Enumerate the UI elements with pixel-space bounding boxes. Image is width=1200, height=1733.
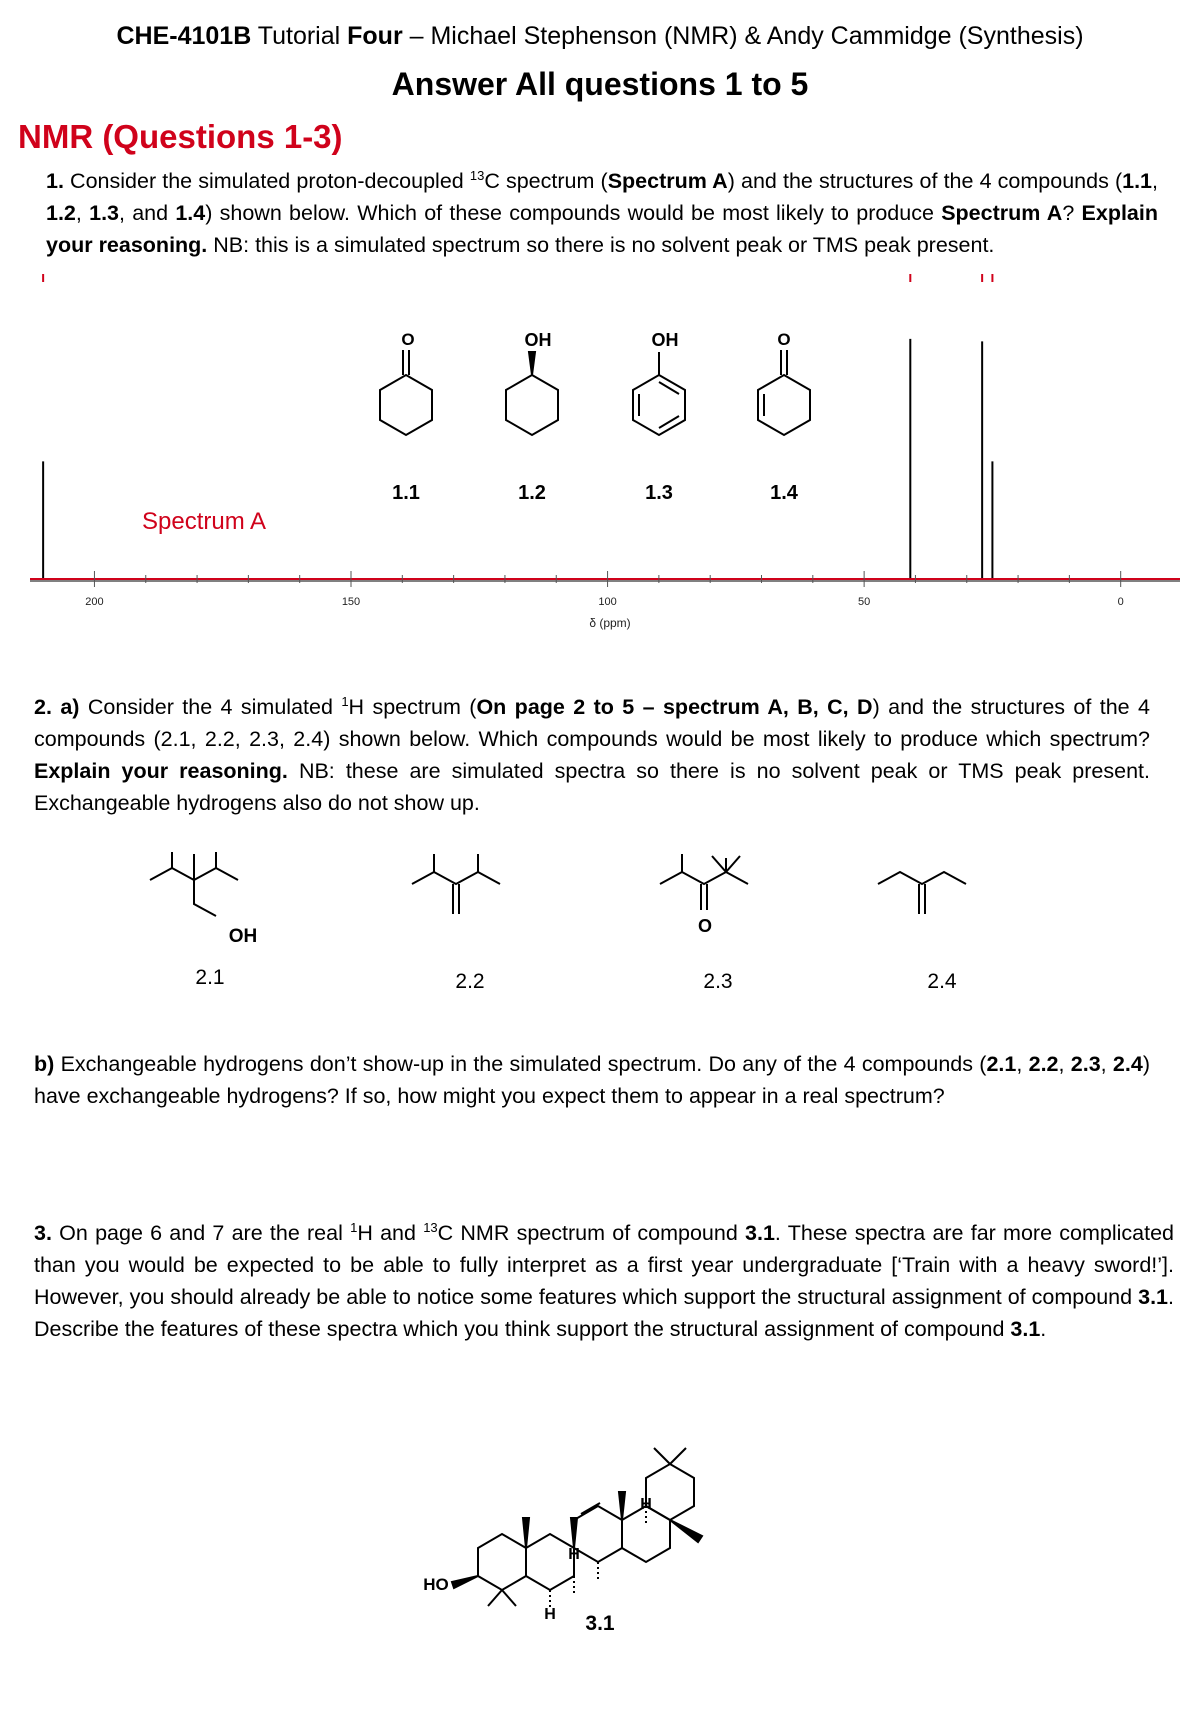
section-title: NMR (Questions 1-3) bbox=[18, 118, 343, 155]
compounds-q2 bbox=[0, 840, 1200, 960]
compound-label-3-1: 3.1 bbox=[585, 1612, 615, 1635]
x-tick-label: 150 bbox=[341, 596, 361, 608]
tutorial-word: Tutorial bbox=[257, 22, 341, 50]
compound-1-4-structure bbox=[758, 350, 810, 435]
q2b-text: ) have exchangeable hydrogens? If so, how might you expect them to appear in a real spectrum? bbox=[34, 1052, 1150, 1108]
compound-2-3-structure bbox=[660, 854, 748, 910]
q2-superscript: 1 bbox=[341, 694, 349, 709]
q1-text: , bbox=[75, 201, 90, 226]
question-2b bbox=[34, 1048, 1150, 1112]
x-tick-label: 50 bbox=[858, 596, 871, 608]
spectrum-label: Spectrum A bbox=[142, 508, 267, 535]
q1-o-label: O bbox=[401, 330, 415, 349]
compound-label-1-1: 1.1 bbox=[392, 482, 420, 504]
x-tick-label: 100 bbox=[598, 596, 617, 608]
compound-1-3-structure bbox=[633, 352, 685, 435]
q2b-bold: 2.2 bbox=[1028, 1052, 1059, 1076]
q1-oh-label: OH bbox=[651, 330, 679, 350]
q2-o-label: O bbox=[697, 916, 712, 936]
q2-text: ) and the structures of the 4 compounds (2.1, 2.2, 2.3, 2.4) shown below. Which compounds would be most likely to produce which spectrum? bbox=[34, 695, 1150, 752]
compound-label-2-4: 2.4 bbox=[927, 970, 957, 993]
q1-text: ) shown below. Which of these compounds would be most likely to produce bbox=[205, 201, 942, 226]
q2-part-a: a) bbox=[51, 695, 80, 720]
question-3 bbox=[34, 1212, 1174, 1345]
q2b-text: , bbox=[1100, 1052, 1113, 1076]
q1-o-label: O bbox=[777, 330, 791, 349]
q2b-bold: 2.3 bbox=[1070, 1052, 1101, 1076]
compound-2-4-structure bbox=[878, 872, 966, 914]
q3-text: . Describe the features of these spectra which you think support the structural assignment of compound bbox=[34, 1285, 1174, 1342]
q1-bold: 1.1 bbox=[1122, 169, 1153, 194]
compound-2-1-structure bbox=[150, 852, 238, 916]
q2b-text: , bbox=[1058, 1052, 1071, 1076]
q2-text: H spectrum ( bbox=[348, 695, 477, 720]
q3-bold: 3.1 bbox=[1138, 1285, 1169, 1310]
compound-label-1-2: 1.2 bbox=[518, 482, 546, 504]
compound-1-2-structure bbox=[506, 352, 558, 435]
q3-text: . bbox=[1040, 1317, 1047, 1342]
q2b-text: Exchangeable hydrogens don’t show-up in the simulated spectrum. Do any of the 4 compounds ( bbox=[54, 1052, 987, 1076]
q3-bold: 3.1 bbox=[745, 1221, 775, 1246]
q3-text: H and bbox=[357, 1221, 424, 1246]
q1-text: , and bbox=[119, 201, 176, 226]
q1-text: ) and the structures of the 4 compounds ( bbox=[727, 169, 1123, 194]
question-2a bbox=[34, 686, 1150, 819]
compound-3-1-structure bbox=[440, 1390, 760, 1630]
q2-oh-label: OH bbox=[228, 926, 258, 947]
tutorial-number: Four bbox=[347, 22, 403, 50]
q2b-bold: 2.4 bbox=[1112, 1052, 1143, 1076]
q3-text: On page 6 and 7 are the real bbox=[51, 1221, 351, 1246]
q2-part-b: b) bbox=[34, 1052, 55, 1076]
compound-label-2-1: 2.1 bbox=[195, 966, 225, 989]
q2-bold: Explain your reasoning. bbox=[34, 759, 288, 784]
q1-bold: Spectrum A bbox=[607, 169, 728, 194]
compound-1-1-structure bbox=[380, 350, 432, 435]
q1-bold: 1.4 bbox=[175, 201, 206, 226]
compounds-q1 bbox=[360, 330, 840, 470]
q1-bold: 1.3 bbox=[89, 201, 119, 226]
q3-superscript: 13 bbox=[423, 1220, 438, 1235]
q3-text: C NMR spectrum of compound bbox=[437, 1221, 746, 1246]
header-authors: – Michael Stephenson (NMR) & Andy Cammidge (Synthesis) bbox=[402, 22, 1084, 50]
q2-bold: On page 2 to 5 – spectrum A, B, C, D bbox=[476, 695, 873, 720]
question-1 bbox=[46, 160, 1158, 261]
compound-label-1-4: 1.4 bbox=[770, 482, 798, 504]
q2b-bold: 2.1 bbox=[986, 1052, 1017, 1076]
x-tick-label: 0 bbox=[1117, 596, 1124, 608]
q1-text: NB: this is a simulated spectrum so there is no solvent peak or TMS peak present. bbox=[207, 233, 995, 258]
document-header bbox=[0, 22, 1200, 51]
q1-oh-label: OH bbox=[524, 330, 552, 350]
compound-label-2-3: 2.3 bbox=[703, 970, 733, 993]
q2-text: Consider the 4 simulated bbox=[79, 695, 342, 720]
q2-text: NB: these are simulated spectra so there is no solvent peak or TMS peak present. Exchangeable hydrogens also do not show up. bbox=[34, 759, 1150, 816]
x-axis-label: δ (ppm) bbox=[589, 616, 631, 630]
q1-text: ? bbox=[1062, 201, 1082, 226]
q2b-text: , bbox=[1016, 1052, 1029, 1076]
q2-number: 2. bbox=[34, 695, 52, 720]
compound-label-2-2: 2.2 bbox=[455, 970, 485, 993]
q3-h-label: H bbox=[544, 1606, 556, 1623]
q1-text: Consider the simulated proton-decoupled bbox=[63, 169, 470, 194]
q1-text: , bbox=[1152, 169, 1158, 194]
compound-label-1-3: 1.3 bbox=[645, 482, 673, 504]
q1-superscript: 13 bbox=[469, 168, 485, 183]
q3-h-label: H bbox=[568, 1546, 580, 1563]
q3-text: . These spectra are far more complicated than you would be expected to be able to fully interpret as a first year undergraduate [‘Train with a heavy sword!’]. However, you should already be able to notice some features which support the structural assignment of compound bbox=[34, 1221, 1174, 1310]
q3-bold: 3.1 bbox=[1010, 1317, 1041, 1342]
compound-2-2-structure bbox=[412, 854, 500, 914]
q3-superscript: 1 bbox=[350, 1220, 358, 1235]
x-tick-label: 200 bbox=[85, 596, 104, 608]
subtitle: Answer All questions 1 to 5 bbox=[391, 66, 809, 102]
q1-number: 1. bbox=[46, 169, 64, 194]
q1-bold: 1.2 bbox=[46, 201, 76, 226]
q1-text: C spectrum ( bbox=[484, 169, 608, 194]
q3-ho-label: HO bbox=[423, 1575, 449, 1594]
q1-bold: Explain your reasoning. bbox=[46, 201, 1158, 258]
course-code: CHE-4101B bbox=[116, 22, 252, 50]
q3-h-label: H bbox=[640, 1496, 652, 1513]
q3-number: 3. bbox=[34, 1221, 52, 1246]
q1-bold: Spectrum A bbox=[941, 201, 1063, 226]
